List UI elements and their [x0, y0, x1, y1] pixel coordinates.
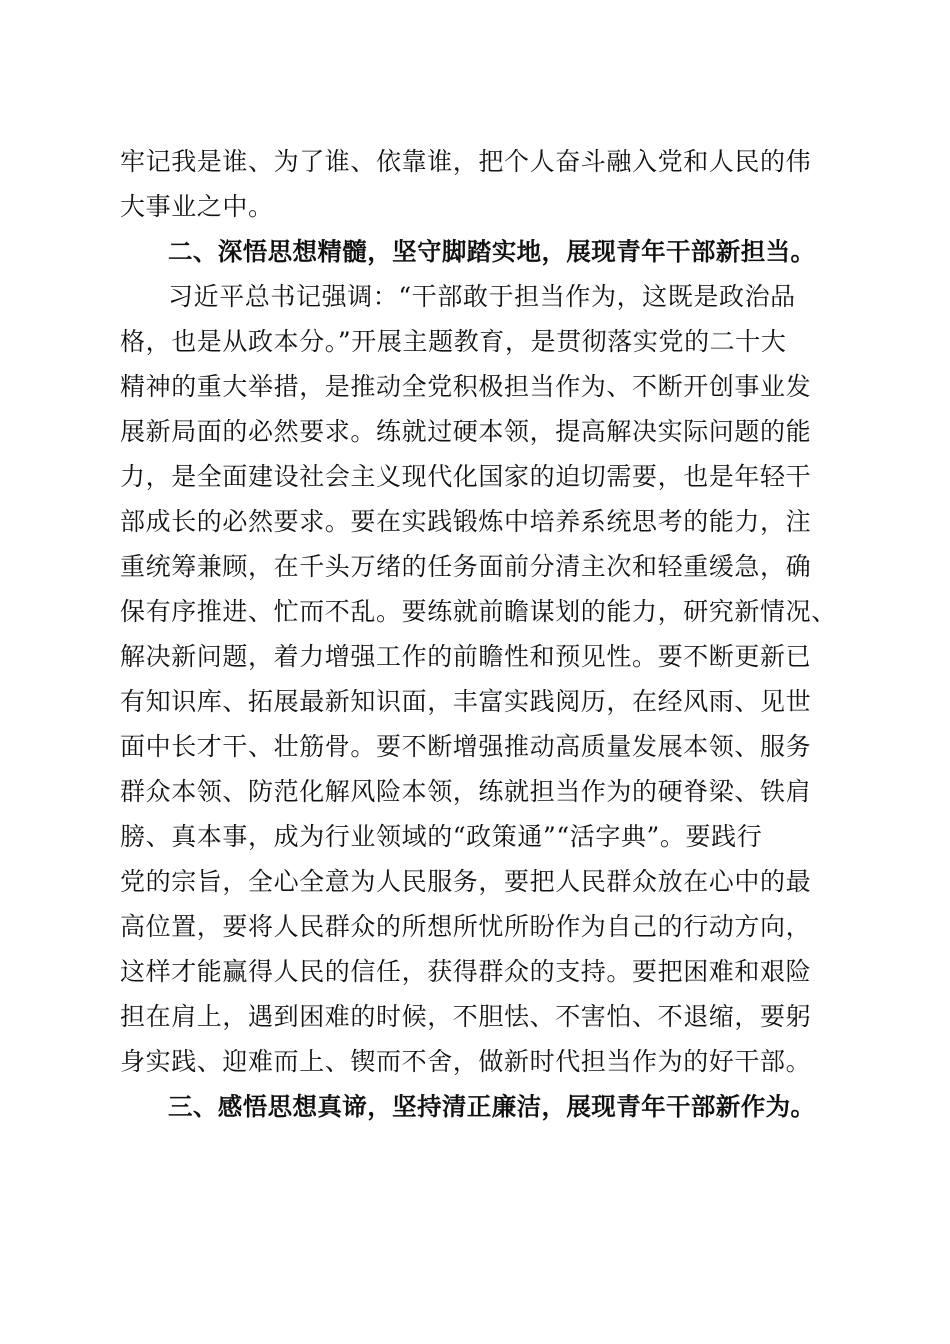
body-text-line: 习近平总书记强调：“干部敢于担当作为，这既是政治品: [168, 282, 796, 311]
body-text-line: 展新局面的必然要求。练就过硬本领，提高解决实际问题的能: [120, 417, 812, 446]
section-heading-2: 二、深悟思想精髓，坚守脚踏实地，展现青年干部新担当。: [168, 237, 816, 266]
body-text-line: 担在肩上，遇到困难的时候，不胆怯、不害怕、不退缩，要躬: [120, 1002, 812, 1031]
body-text-line: 有知识库、拓展最新知识面，丰富实践阅历，在经风雨、见世: [120, 687, 812, 716]
body-text-line: 膀、真本事，成为行业领域的“政策通”“活字典”。要践行: [120, 822, 763, 851]
body-text-line: 格，也是从政本分。”开展主题教育，是贯彻落实党的二十大: [120, 327, 787, 356]
body-text-line: 群众本领、防范化解风险本领，练就担当作为的硬脊梁、铁肩: [120, 777, 812, 806]
body-text-line: 解决新问题，着力增强工作的前瞻性和预见性。要不断更新已: [120, 642, 812, 671]
body-text-line: 力，是全面建设社会主义现代化国家的迫切需要，也是年轻干: [120, 462, 812, 491]
body-text-line: 身实践、迎难而上、锲而不舍，做新时代担当作为的好干部。: [120, 1047, 812, 1076]
body-text-line: 高位置，要将人民群众的所想所忧所盼作为自己的行动方向，: [120, 912, 812, 941]
body-text-line: 保有序推进、忙而不乱。要练就前瞻谋划的能力，研究新情况、: [120, 597, 837, 626]
body-text-line: 大事业之中。: [120, 192, 274, 221]
section-heading-3: 三、感悟思想真谛，坚持清正廉洁，展现青年干部新作为。: [168, 1092, 816, 1121]
body-text-line: 部成长的必然要求。要在实践锻炼中培养系统思考的能力，注: [120, 507, 812, 536]
body-text-line: 重统筹兼顾，在千头万绪的任务面前分清主次和轻重缓急，确: [120, 552, 812, 581]
body-text-line: 牢记我是谁、为了谁、依靠谁，把个人奋斗融入党和人民的伟: [120, 147, 812, 176]
body-text-line: 面中长才干、壮筋骨。要不断增强推动高质量发展本领、服务: [120, 732, 812, 761]
body-text-line: 这样才能赢得人民的信任，获得群众的支持。要把困难和艰险: [120, 957, 812, 986]
body-text-line: 精神的重大举措，是推动全党积极担当作为、不断开创事业发: [120, 372, 812, 401]
body-text-line: 党的宗旨，全心全意为人民服务，要把人民群众放在心中的最: [120, 867, 812, 896]
